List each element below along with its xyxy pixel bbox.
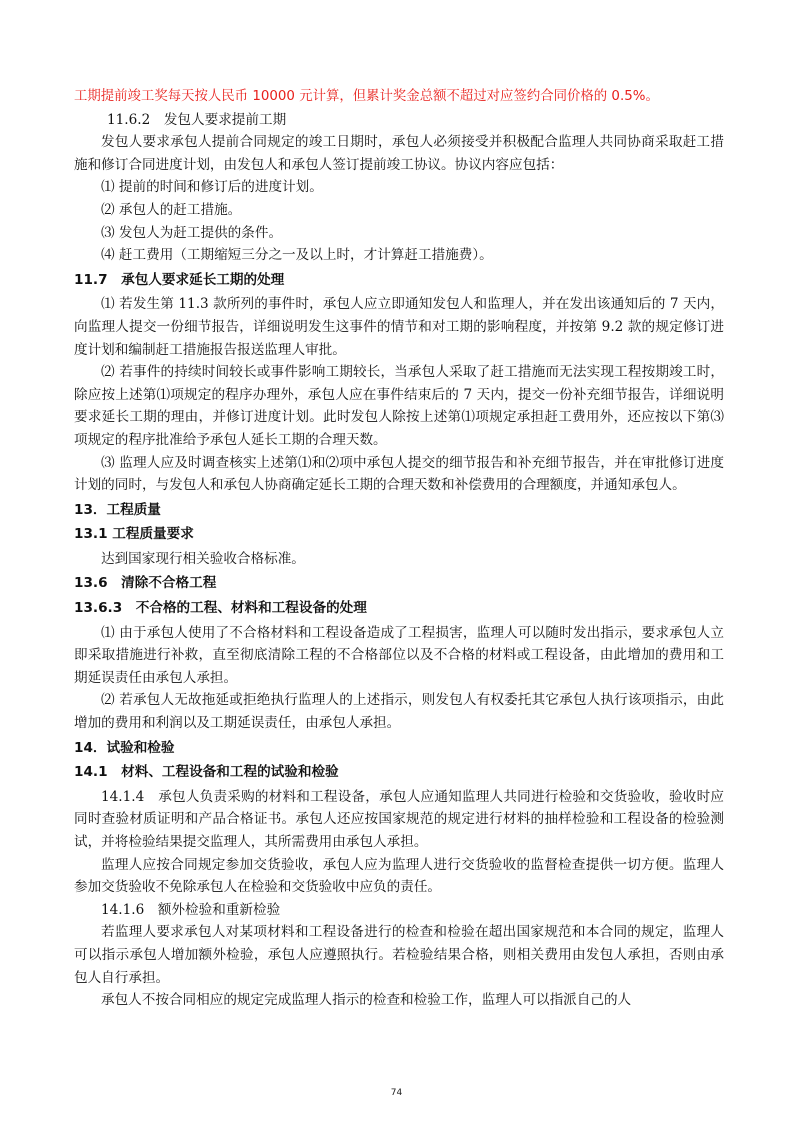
section-heading: 13.1 工程质量要求 bbox=[74, 526, 194, 543]
paragraph: 达到国家现行相关验收合格标准。 bbox=[101, 550, 305, 567]
highlight-paragraph: 工期提前竣工奖每天按人民币 10000 元计算，但累计奖金总额不超过对应签约合同价格的 0.5%。 bbox=[74, 89, 659, 104]
clause-heading: 14.1.6 额外检验和重新检验 bbox=[101, 901, 281, 918]
paragraph: ⑵ 若事件的持续时间较长或事件影响工期较长，当承包人采取了赶工措施而无法实现工程按期竣工时，除应按上述第⑴项规定的程序办理外，承包人应在事件结束后的 7 天内，提交一份补充细节报告，详细说明要求延长工期的理由，并修订进度计划。此时发包人除按上述第⑴项规定承担赶工费用外，还应按以下第⑶项规定的程序批准给予承包人延长工期的合理天数。 bbox=[74, 364, 724, 448]
section-heading: 13．工程质量 bbox=[74, 501, 161, 518]
section-heading: 14．试验和检验 bbox=[74, 739, 175, 756]
section-heading: 11.7 承包人要求延长工期的处理 bbox=[74, 271, 285, 288]
list-item: ⑴ 提前的时间和修订后的进度计划。 bbox=[101, 179, 323, 196]
paragraph: 若监理人要求承包人对某项材料和工程设备进行的检查和检验在超出国家规范和本合同的规定，监理人可以指示承包人增加额外检验，承包人应遵照执行。若检验结果合格，则相关费用由发包人承担，否则由承包人自行承担。 bbox=[74, 924, 724, 986]
paragraph: ⑵ 若承包人无故拖延或拒绝执行监理人的上述指示，则发包人有权委托其它承包人执行该项指示，由此增加的费用和利润以及工期延误责任，由承包人承担。 bbox=[74, 692, 724, 732]
list-item: ⑵ 承包人的赶工措施。 bbox=[101, 201, 242, 218]
paragraph: ⑴ 若发生第 11.3 款所列的事件时，承包人应立即通知发包人和监理人，并在发出该通知后的 7 天内，向监理人提交一份细节报告，详细说明发生这事件的情节和对工期的影响程度，并按第 9.2 款的规定修订进度计划和编制赶工措施报告报送监理人审批。 bbox=[74, 296, 724, 358]
list-item: ⑶ 发包人为赶工提供的条件。 bbox=[101, 224, 283, 241]
paragraph: 监理人应按合同规定参加交货验收，承包人应为监理人进行交货验收的监督检查提供一切方便。监理人参加交货验收不免除承包人在检验和交货验收中应负的责任。 bbox=[74, 856, 724, 896]
document-body bbox=[74, 86, 724, 1012]
section-heading: 14.1 材料、工程设备和工程的试验和检验 bbox=[74, 764, 339, 781]
paragraph: 发包人要求承包人提前合同规定的竣工日期时，承包人必须接受并积极配合监理人共同协商采取赶工措施和修订合同进度计划，由发包人和承包人签订提前竣工协议。协议内容应包括： bbox=[74, 134, 724, 173]
paragraph: ⑴ 由于承包人使用了不合格材料和工程设备造成了工程损害，监理人可以随时发出指示，要求承包人立即采取措施进行补救，直至彻底清除工程的不合格部位以及不合格的材料或工程设备，由此增加的费用和工期延误责任由承包人承担。 bbox=[74, 624, 724, 686]
list-item: ⑷ 赶工费用（工期缩短三分之一及以上时，才计算赶工措施费）。 bbox=[101, 247, 493, 264]
paragraph: 承包人不按合同相应的规定完成监理人指示的检查和检验工作，监理人可以指派自己的人 bbox=[101, 992, 632, 1009]
section-heading: 13.6 清除不合格工程 bbox=[74, 575, 217, 592]
page-number: 74 bbox=[390, 1088, 403, 1098]
paragraph: 14.1.4 承包人负责采购的材料和工程设备，承包人应通知监理人共同进行检验和交货验收，验收时应同时查验材质证明和产品合格证书。承包人还应按国家规范的规定进行材料的抽样检验和工程设备的检验测试，并将检验结果提交监理人，其所需费用由承包人承担。 bbox=[74, 788, 724, 850]
paragraph: ⑶ 监理人应及时调查核实上述第⑴和⑵项中承包人提交的细节报告和补充细节报告，并在审批修订进度计划的同时，与发包人和承包人协商确定延长工期的合理天数和补偿费用的合理额度，并通知承包人。 bbox=[74, 454, 724, 494]
clause-heading: 11.6.2 发包人要求提前工期 bbox=[107, 111, 287, 128]
section-heading: 13.6.3 不合格的工程、材料和工程设备的处理 bbox=[74, 600, 367, 617]
